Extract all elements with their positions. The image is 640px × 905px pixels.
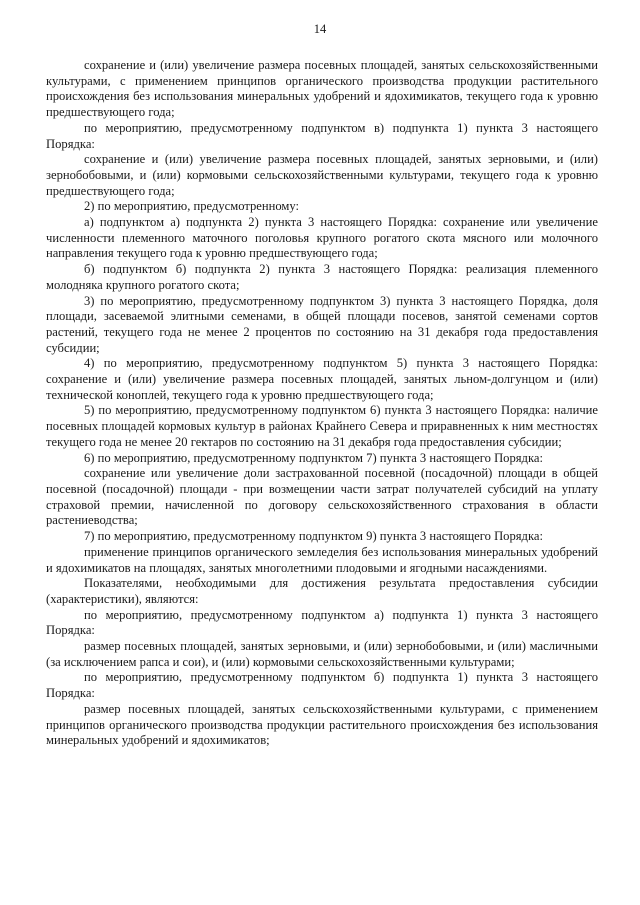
paragraph: 3) по мероприятию, предусмотренному подпунктом 3) пункта 3 настоящего Порядка, доля площади, засеваемой элитными семенами, в общей площади посевов, занятой семенами сортов растений, текущего года не менее 2 процентов по состоянию на 31 декабря года предоставления субсидии; (46, 293, 598, 355)
paragraph: 2) по мероприятию, предусмотренному: (84, 199, 300, 214)
paragraph: размер посевных площадей, занятых сельскохозяйственными культурами, с применением принципов органического производства продукции растительного происхождения без использования минеральных удобрений и ядохимикатов; (46, 701, 598, 748)
paragraph: сохранение и (или) увеличение размера посевных площадей, занятых сельскохозяйственными культурами, с применением принципов органического производства продукции растительного происхождения без использования минеральных удобрений и ядохимикатов, текущего года к уровню предшествующего года; (46, 58, 598, 120)
paragraph: сохранение и (или) увеличение размера посевных площадей, занятых зерновыми, и (или) зернобобовыми, и (или) кормовыми сельскохозяйственными культурами, текущего года к уровню предшествующего года; (46, 152, 598, 198)
paragraph: по мероприятию, предусмотренному подпунктом б) подпункта 1) пункта 3 настоящего Порядка: (46, 670, 598, 701)
paragraph: 4) по мероприятию, предусмотренному подпунктом 5) пункта 3 настоящего Порядка: сохранение и (или) увеличение размера посевных площадей, занятых льном-долгунцом и (или) технической коноплей, текущего года к уровню предшествующего года; (46, 356, 598, 402)
paragraph: сохранение или увеличение доли застрахованной посевной (посадочной) площади в общей посевной (посадочной) площади - при возмещении части затрат получателей субсидий на уплату страховой премии, начисленной по договору сельскохозяйственного страхования в области растениеводства; (46, 466, 598, 528)
paragraph: б) подпунктом б) подпункта 2) пункта 3 настоящего Порядка: реализация племенного молодняка крупного рогатого скота; (46, 262, 598, 292)
page-number: 14 (313, 22, 327, 36)
paragraph: по мероприятию, предусмотренному подпунктом в) подпункта 1) пункта 3 настоящего Порядка: (46, 120, 598, 151)
paragraph: 7) по мероприятию, предусмотренному подпунктом 9) пункта 3 настоящего Порядка: (84, 529, 543, 544)
document-body (46, 58, 598, 749)
paragraph: 6) по мероприятию, предусмотренному подпунктом 7) пункта 3 настоящего Порядка: (84, 450, 543, 465)
paragraph: применение принципов органического земледелия без использования минеральных удобрений и ядохимикатов на площадях, занятых многолетними плодовыми и ягодными насаждениями. (46, 544, 598, 575)
paragraph: 5) по мероприятию, предусмотренному подпунктом 6) пункта 3 настоящего Порядка: наличие посевных площадей кормовых культур в районах Крайнего Севера и приравненных к ним местностях текущего года не менее 20 гектаров по состоянию на 31 декабря года предоставления субсидии; (46, 403, 598, 449)
paragraph: а) подпунктом а) подпункта 2) пункта 3 настоящего Порядка: сохранение или увеличение численности племенного маточного поголовья крупного рогатого скота мясного или молочного направления текущего года к уровню предшествующего года; (46, 215, 598, 261)
paragraph: по мероприятию, предусмотренному подпунктом а) подпункта 1) пункта 3 настоящего Порядка: (46, 607, 598, 638)
paragraph: размер посевных площадей, занятых зерновыми, и (или) зернобобовыми, и (или) масличными (за исключением рапса и сои), и (или) кормовыми сельскохозяйственными культурами; (46, 639, 598, 669)
paragraph: Показателями, необходимыми для достижения результата предоставления субсидии (характеристики), являются: (46, 576, 598, 606)
